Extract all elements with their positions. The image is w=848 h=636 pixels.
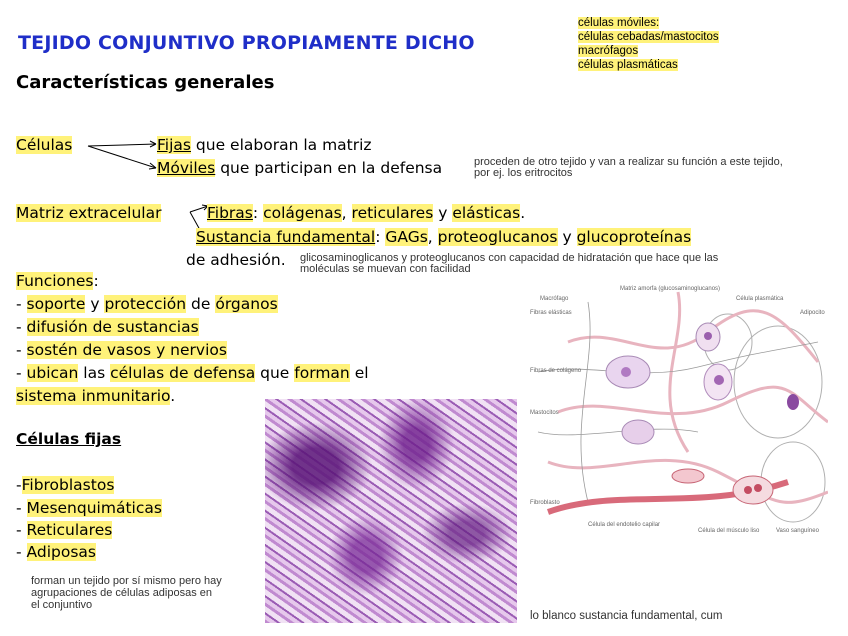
punct: , <box>427 228 433 246</box>
page-title: TEJIDO CONJUNTIVO PROPIAMENTE DICHO <box>18 32 475 54</box>
dash: - <box>16 295 27 313</box>
fibras-line <box>207 204 525 222</box>
label-vaso: Vaso sanguíneo <box>776 528 819 534</box>
label-fibroblasto: Fibroblasto <box>530 500 560 506</box>
note-line: macrófagos <box>578 45 639 57</box>
celulas-fijas-heading <box>16 430 121 448</box>
moviles-rest: que participan en la defensa <box>220 159 443 177</box>
sosten: sostén de vasos y nervios <box>26 341 227 359</box>
punct: : <box>375 228 381 246</box>
celulas-label <box>16 136 72 154</box>
word: las <box>83 364 106 382</box>
dash: - <box>16 499 27 517</box>
moviles-note <box>578 16 719 72</box>
fijas-word: Fijas <box>157 136 191 154</box>
fija-item <box>16 499 162 517</box>
proteoglucanos: proteoglucanos <box>437 228 558 246</box>
elasticas: elásticas <box>452 204 521 222</box>
punct: . <box>170 387 176 405</box>
funcion-item <box>16 364 369 382</box>
note-line: forman un tejido por sí mismo pero hay <box>31 575 222 587</box>
celulas-defensa: células de defensa <box>110 364 256 382</box>
micrograph-image <box>265 399 517 623</box>
funciones-label <box>16 272 99 290</box>
mesenquimaticas: Mesenquimáticas <box>26 499 162 517</box>
label-fibras-elasticas: Fibras elásticas <box>530 310 572 316</box>
funcion-item <box>16 387 175 405</box>
matriz-label <box>16 204 161 222</box>
y-word: y <box>562 228 572 246</box>
note-line: agrupaciones de células adiposas en <box>31 587 213 599</box>
label-celula-musculo: Célula del músculo liso <box>698 528 760 534</box>
reticulares: reticulares <box>351 204 434 222</box>
punct: . <box>520 204 526 222</box>
fija-item <box>16 543 96 561</box>
note-line: el conjuntivo <box>31 599 93 611</box>
fijas-rest: que elaboran la matriz <box>195 136 372 154</box>
forman: forman <box>294 364 350 382</box>
sustancia-line <box>196 228 691 246</box>
de-adhesion: de adhesión. <box>186 251 286 269</box>
label-macrofago: Macrófago <box>540 296 569 302</box>
note-line: células cebadas/mastocitos <box>578 31 719 43</box>
dash: - <box>16 521 27 539</box>
note-line: por ej. los eritrocitos <box>474 167 573 179</box>
ubican: ubican <box>26 364 79 382</box>
dash: - <box>16 543 27 561</box>
word: el <box>354 364 369 382</box>
label-matriz-amorfa: Matriz amorfa (glucosaminoglucanos) <box>620 286 721 292</box>
funciones-word: Funciones <box>16 272 94 290</box>
moviles-explanation <box>474 157 783 179</box>
dash: - <box>16 364 27 382</box>
difusion: difusión de sustancias <box>26 318 199 336</box>
dash: - <box>16 318 27 336</box>
dash: - <box>16 341 27 359</box>
funcion-item <box>16 341 227 359</box>
label-celula-plasmatica: Célula plasmática <box>736 296 784 302</box>
punct: , <box>341 204 347 222</box>
note-line: células plasmáticas <box>578 59 678 71</box>
matriz-word: Matriz extracelular <box>16 204 162 222</box>
punct: : <box>93 272 99 290</box>
moviles-word: Móviles <box>157 159 216 177</box>
note-line: células móviles: <box>578 17 660 29</box>
label-adipocito: Adipocito <box>800 310 825 316</box>
label-mastocitos: Mastocitos <box>530 410 559 416</box>
proteccion: protección <box>104 295 187 313</box>
reticulares: Reticulares <box>26 521 113 539</box>
fibras-word: Fibras <box>207 204 253 222</box>
dash: - <box>16 476 22 494</box>
fija-item <box>16 476 114 494</box>
word: de <box>191 295 211 313</box>
celulas-arrows <box>86 140 162 176</box>
note-line: moléculas se muevan con facilidad <box>300 263 471 275</box>
fibroblastos: Fibroblastos <box>21 476 115 494</box>
organos: órganos <box>215 295 278 313</box>
bottom-caption: lo blanco sustancia fundamental, cum <box>530 610 723 622</box>
celulas-word: Células <box>16 136 73 154</box>
label-fibras-colageno: Fibras de colágeno <box>530 368 582 374</box>
word: que <box>260 364 290 382</box>
adiposas-note <box>31 575 222 611</box>
gags: GAGs <box>385 228 428 246</box>
funcion-item <box>16 318 199 336</box>
soporte: soporte <box>26 295 86 313</box>
fija-item <box>16 521 112 539</box>
punct: : <box>252 204 259 222</box>
colagenas: colágenas <box>263 204 342 222</box>
moviles-line <box>157 159 442 177</box>
sustancia-explanation <box>300 253 718 275</box>
celulas-fijas-label: Células fijas <box>16 430 122 448</box>
y-word: y <box>438 204 448 222</box>
funcion-item <box>16 295 278 313</box>
connective-tissue-diagram <box>528 282 828 550</box>
label-celula-endotelio: Célula del endotelio capilar <box>588 522 661 528</box>
sistema-inmunitario: sistema inmunitario <box>16 387 171 405</box>
note-line: proceden de otro tejido y van a realizar su función a este tejido, <box>474 156 783 168</box>
note-line: glicosaminoglicanos y proteoglucanos con capacidad de hidratación que hace que las <box>300 252 719 264</box>
fijas-line <box>157 136 372 154</box>
word: y <box>90 295 100 313</box>
section-heading: Características generales <box>16 72 275 93</box>
adiposas: Adiposas <box>26 543 96 561</box>
glucoproteinas: glucoproteínas <box>576 228 692 246</box>
sustancia-word: Sustancia fundamental <box>196 228 376 246</box>
